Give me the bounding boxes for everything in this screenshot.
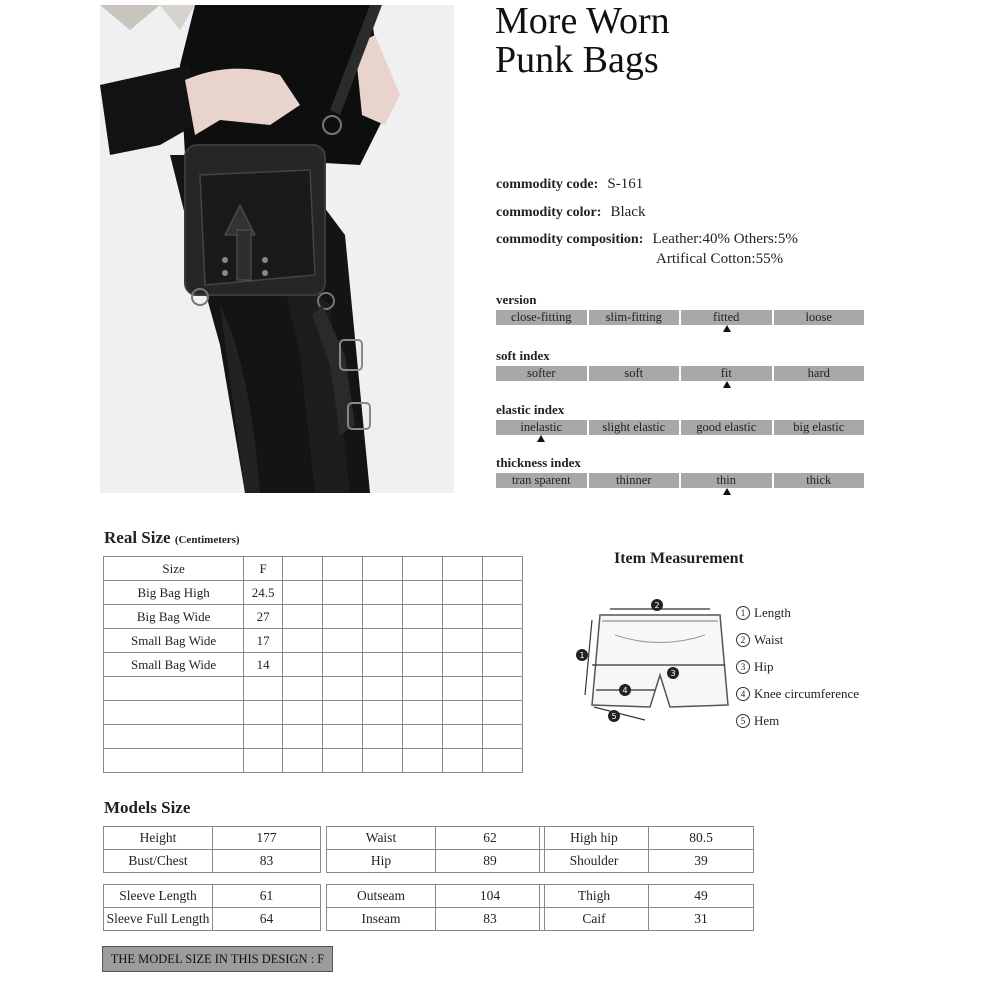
table-row [104,653,523,677]
measure-label: Shoulder [540,850,649,873]
empty-cell [282,677,322,701]
table-row [104,749,523,773]
empty-cell [402,653,442,677]
scale-option: fit [681,366,772,381]
table-row [540,885,754,908]
empty-cell [442,557,482,581]
measure-value: 104 [436,885,545,908]
size-header-label: Size [104,557,244,581]
empty-cell [482,557,522,581]
commodity-code-row [496,173,643,193]
page-title [495,2,670,80]
product-photo [100,5,454,493]
svg-text:4: 4 [622,686,628,695]
model-size-table [539,826,754,873]
scale-4 [496,455,864,488]
legend-item [736,659,859,675]
empty-cell [482,677,522,701]
empty-cell [282,557,322,581]
number-circle-icon: 5 [736,714,750,728]
scale-option: thin [681,473,772,488]
scale-options [496,420,864,435]
empty-cell [362,557,402,581]
real-size-heading [104,528,240,548]
empty-cell [282,749,322,773]
legend-label: Hem [754,713,780,728]
measure-label: Height [104,827,213,850]
measure-value: 83 [436,908,545,931]
scale-options [496,473,864,488]
empty-cell [362,749,402,773]
table-row [540,908,754,931]
real-size-subtitle: (Centimeters) [174,534,240,546]
scale-option: thick [774,473,865,488]
model-size-table [103,826,321,873]
empty-cell [402,557,442,581]
commodity-code-label: commodity code: [496,177,599,192]
empty-cell [362,725,402,749]
model-size-table [539,884,754,931]
table-row [104,827,321,850]
empty-cell [402,749,442,773]
measurement-legend [736,605,859,740]
scale-2 [496,348,864,381]
scale-option: loose [774,310,865,325]
models-size-title: Models Size [104,798,191,817]
real-size-table [103,556,523,773]
empty-cell [282,629,322,653]
scale-option: tran sparent [496,473,587,488]
scale-option: softer [496,366,587,381]
scale-option: soft [589,366,680,381]
empty-cell [322,653,362,677]
table-row [104,725,523,749]
selected-marker-icon [723,488,731,495]
measure-value: 89 [436,850,545,873]
selected-marker-icon [723,325,731,332]
empty-cell [104,677,244,701]
scale-title: thickness index [496,455,581,470]
number-circle-icon: 2 [736,633,750,647]
measure-label: Sleeve Length [104,885,213,908]
shorts-measurement-diagram [570,595,730,730]
legend-item [736,605,859,621]
measure-value: 177 [213,827,321,850]
measure-value: 62 [436,827,545,850]
size-header-value: F [244,557,283,581]
commodity-composition-value-2: Artifical Cotton:55% [656,251,784,267]
svg-text:5: 5 [611,712,617,721]
empty-cell [482,701,522,725]
commodity-color-value: Black [610,204,646,220]
empty-cell [482,653,522,677]
measure-value: 39 [649,850,754,873]
empty-cell [402,629,442,653]
empty-cell [104,749,244,773]
empty-cell [402,701,442,725]
empty-cell [402,725,442,749]
empty-cell [402,605,442,629]
empty-cell [362,605,402,629]
size-row-value: 24.5 [244,581,283,605]
commodity-composition-value-1: Leather:40% Others:5% [652,231,798,247]
empty-cell [442,605,482,629]
measure-value: 31 [649,908,754,931]
scale-option: big elastic [774,420,865,435]
table-row [104,605,523,629]
legend-label: Length [754,605,791,620]
empty-cell [244,701,283,725]
selected-marker-icon [537,435,545,442]
empty-cell [482,749,522,773]
empty-cell [322,725,362,749]
svg-text:2: 2 [654,601,660,610]
measure-label: Inseam [327,908,436,931]
empty-cell [322,677,362,701]
empty-cell [282,725,322,749]
table-row [104,677,523,701]
number-circle-icon: 3 [736,660,750,674]
empty-cell [442,749,482,773]
empty-cell [322,557,362,581]
size-row-label: Small Bag Wide [104,653,244,677]
empty-cell [244,725,283,749]
empty-cell [282,581,322,605]
table-row [104,581,523,605]
measure-value: 80.5 [649,827,754,850]
measure-label: Caif [540,908,649,931]
scale-option: slim-fitting [589,310,680,325]
commodity-code-value: S-161 [607,176,644,192]
model-wearing-leg-bag-illustration [100,5,454,493]
empty-cell [442,677,482,701]
legend-label: Knee circumference [754,686,860,701]
commodity-color-row [496,201,645,221]
empty-cell [244,677,283,701]
model-size-table [103,884,321,931]
scale-option: fitted [681,310,772,325]
legend-item [736,713,859,729]
measure-label: Sleeve Full Length [104,908,213,931]
real-size-title: Real Size [104,528,171,547]
size-row-label: Small Bag Wide [104,629,244,653]
empty-cell [322,701,362,725]
empty-cell [244,749,283,773]
table-row [104,850,321,873]
scale-1 [496,292,864,325]
empty-cell [402,581,442,605]
empty-cell [362,629,402,653]
measure-value: 61 [213,885,321,908]
empty-cell [442,653,482,677]
table-row [104,629,523,653]
empty-cell [104,725,244,749]
scale-option: close-fitting [496,310,587,325]
scale-option: thinner [589,473,680,488]
empty-cell [322,605,362,629]
empty-cell [362,677,402,701]
number-circle-icon: 4 [736,687,750,701]
size-row-value: 27 [244,605,283,629]
number-circle-icon: 1 [736,606,750,620]
legend-item [736,686,859,702]
model-size-table [326,884,545,931]
empty-cell [442,581,482,605]
title-line-2: Punk Bags [495,39,659,81]
selected-marker-icon [723,381,731,388]
measure-label: Hip [327,850,436,873]
measure-value: 83 [213,850,321,873]
empty-cell [322,581,362,605]
empty-cell [282,605,322,629]
model-size-table [326,826,545,873]
table-row [327,827,545,850]
scale-option: inelastic [496,420,587,435]
size-row-label: Big Bag High [104,581,244,605]
empty-cell [482,629,522,653]
scale-options [496,310,864,325]
measure-label: Outseam [327,885,436,908]
model-size-note: THE MODEL SIZE IN THIS DESIGN : F [102,946,333,972]
table-row [104,885,321,908]
empty-cell [482,605,522,629]
commodity-composition-label: commodity composition: [496,232,644,247]
table-row [104,557,523,581]
empty-cell [442,629,482,653]
table-row [327,908,545,931]
measure-label: High hip [540,827,649,850]
scale-options [496,366,864,381]
scale-title: version [496,292,537,307]
svg-text:1: 1 [579,651,585,660]
measure-label: Thigh [540,885,649,908]
empty-cell [362,701,402,725]
measure-value: 64 [213,908,321,931]
scale-title: soft index [496,348,550,363]
measure-label: Bust/Chest [104,850,213,873]
empty-cell [402,677,442,701]
empty-cell [362,653,402,677]
table-row [327,850,545,873]
legend-label: Hip [754,659,774,674]
empty-cell [322,629,362,653]
svg-text:3: 3 [670,669,676,678]
empty-cell [482,725,522,749]
item-measurement-title: Item Measurement [614,550,744,567]
empty-cell [104,701,244,725]
table-row [327,885,545,908]
legend-label: Waist [754,632,784,647]
scale-3 [496,402,864,435]
table-row [540,850,754,873]
empty-cell [282,653,322,677]
empty-cell [442,725,482,749]
empty-cell [282,701,322,725]
table-row [104,701,523,725]
empty-cell [362,581,402,605]
scale-option: hard [774,366,865,381]
scale-option: slight elastic [589,420,680,435]
empty-cell [442,701,482,725]
size-row-value: 17 [244,629,283,653]
title-line-1: More Worn [495,0,670,42]
legend-item [736,632,859,648]
scale-option: good elastic [681,420,772,435]
empty-cell [322,749,362,773]
empty-cell [482,581,522,605]
table-row [540,827,754,850]
size-row-value: 14 [244,653,283,677]
measure-value: 49 [649,885,754,908]
table-row [104,908,321,931]
size-row-label: Big Bag Wide [104,605,244,629]
measure-label: Waist [327,827,436,850]
commodity-color-label: commodity color: [496,205,602,220]
commodity-composition-row [496,228,798,248]
scale-title: elastic index [496,402,565,417]
